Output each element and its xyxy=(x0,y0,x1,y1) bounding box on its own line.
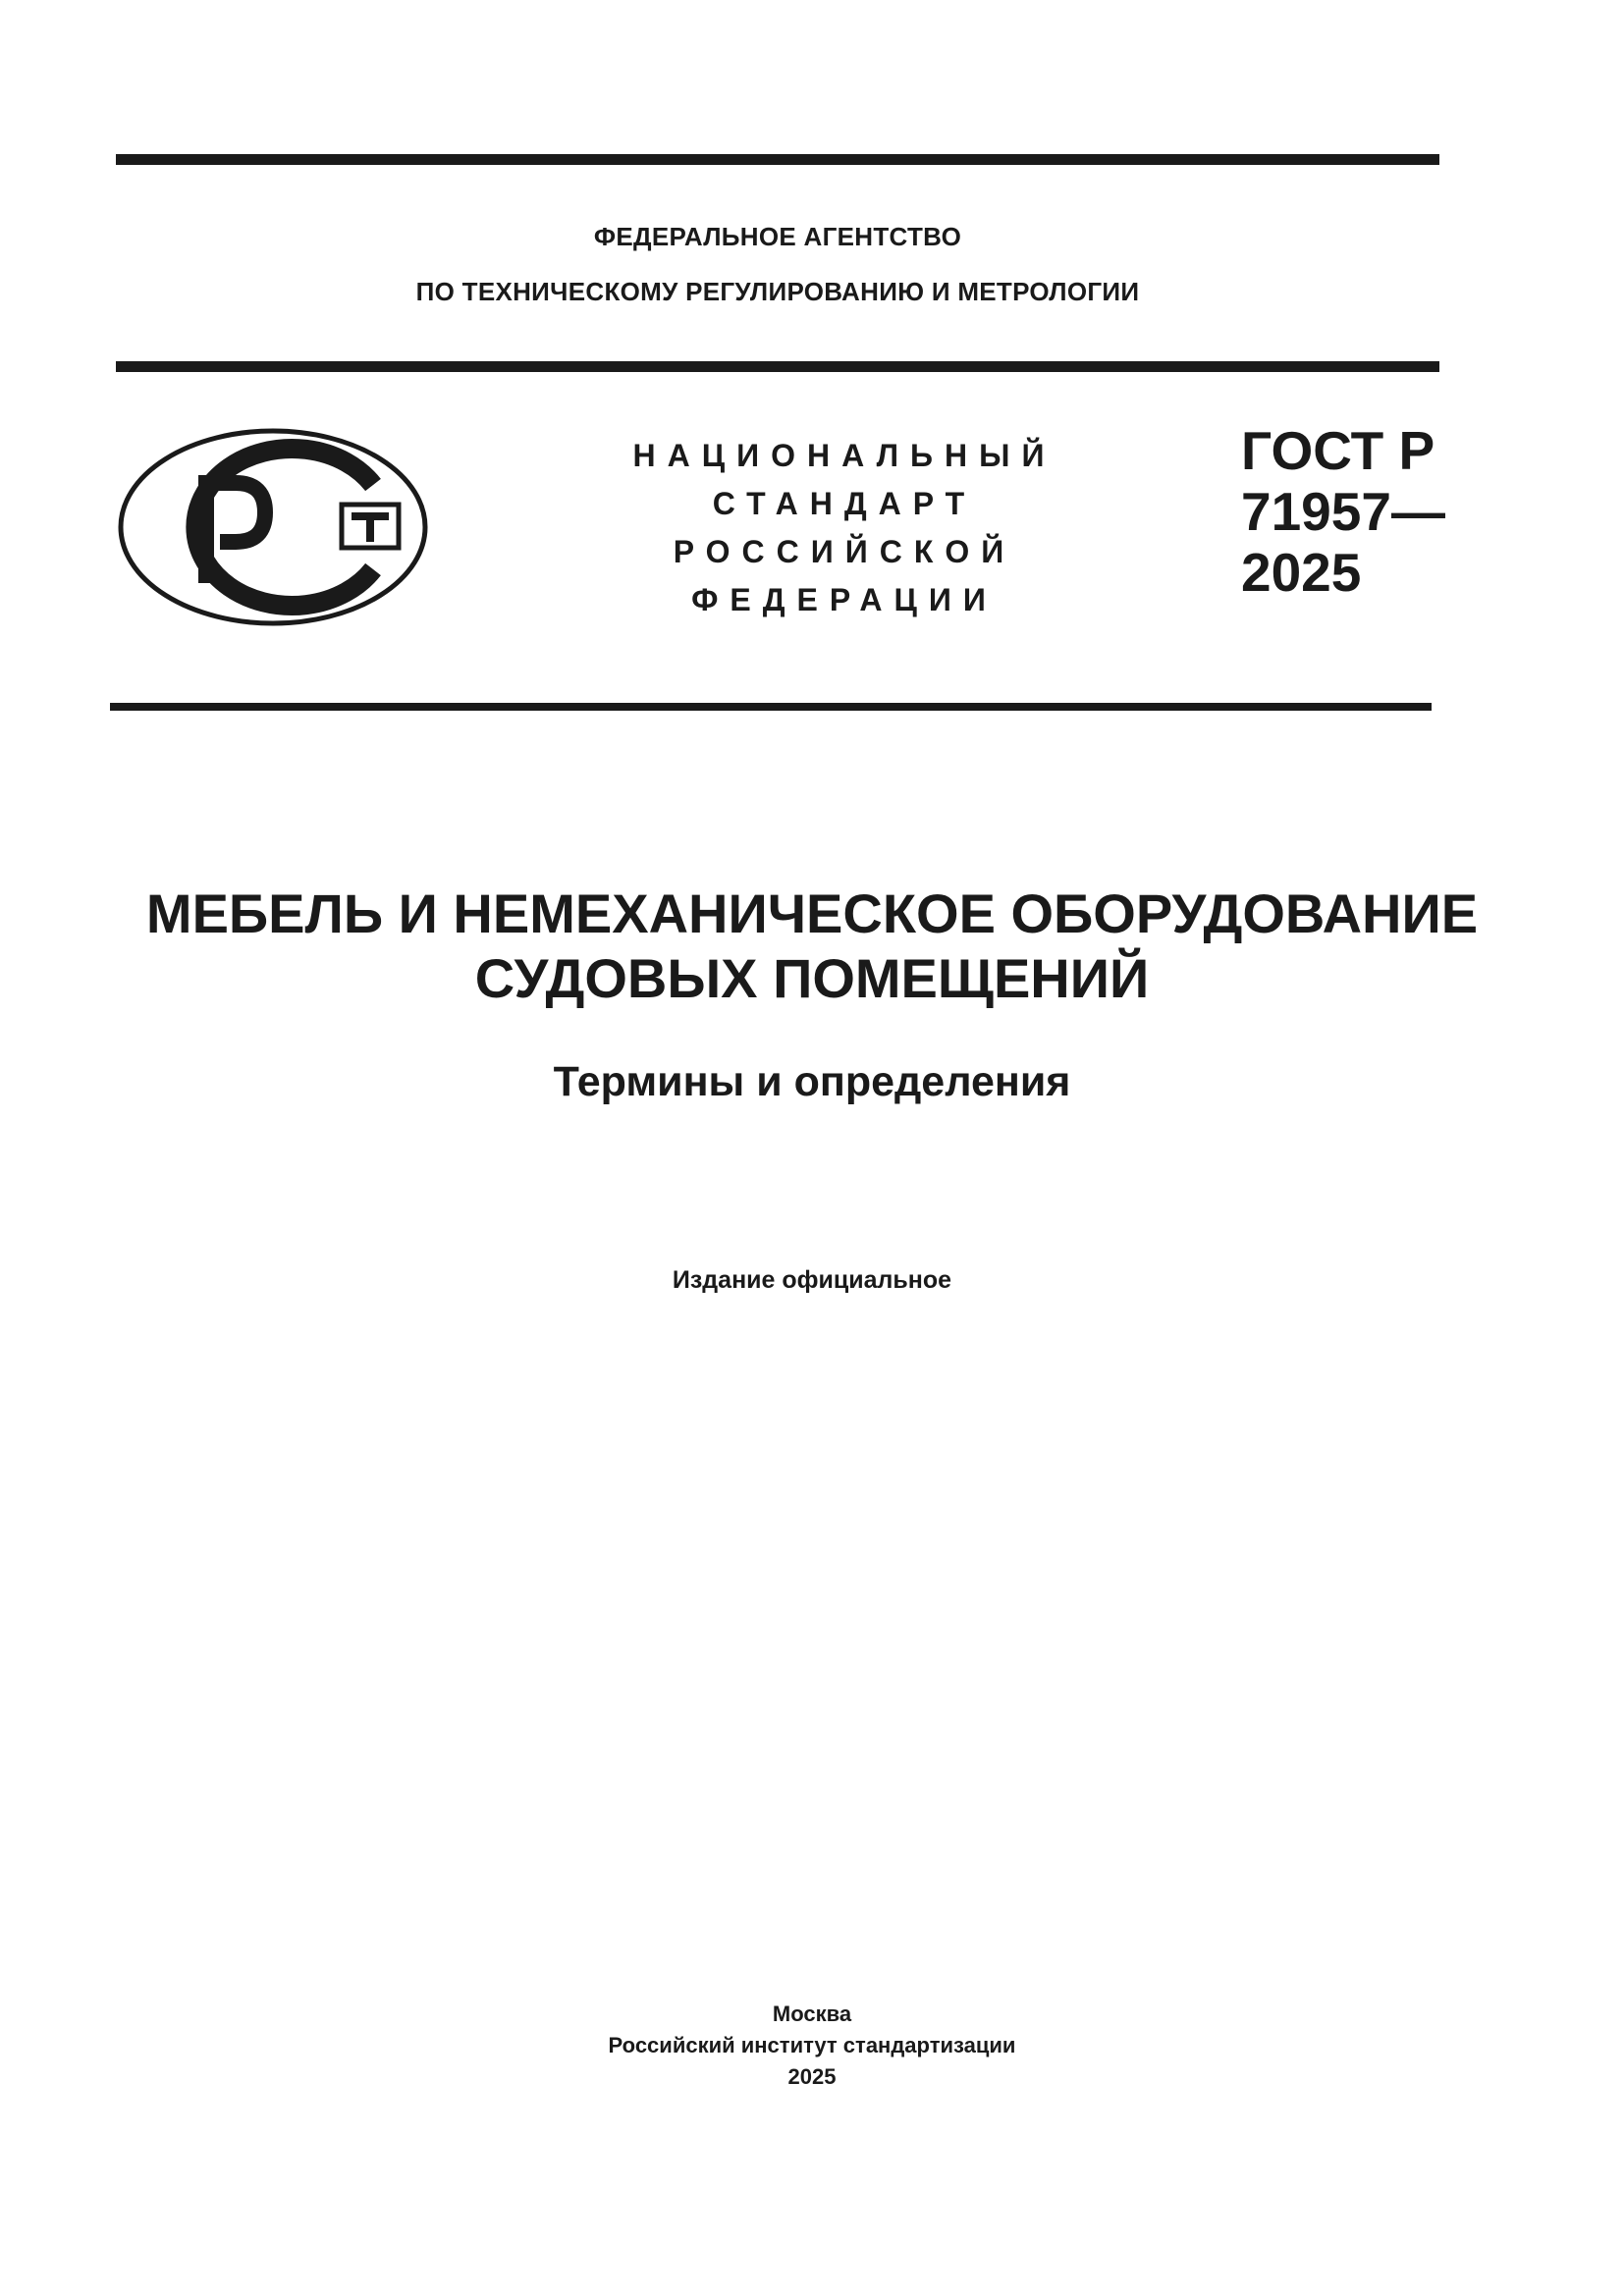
standard-designation xyxy=(1241,420,1445,603)
middle-rule xyxy=(116,361,1439,372)
imprint xyxy=(79,1999,1545,2093)
rst-logo-icon xyxy=(116,426,430,628)
document-title-line-1: МЕБЕЛЬ И НЕМЕХАНИЧЕСКОЕ ОБОРУДОВАНИЕ xyxy=(145,882,1479,944)
national-standard-line-2: СТАНДАРТ xyxy=(712,486,977,521)
document-title-line-2: СУДОВЫХ ПОМЕЩЕНИЙ xyxy=(474,947,1150,1009)
imprint-year: 2025 xyxy=(787,2064,837,2089)
national-standard-line-4: ФЕДЕРАЦИИ xyxy=(691,582,998,617)
national-standard-label xyxy=(589,432,1100,624)
national-standard-line-1: НАЦИОНАЛЬНЫЙ xyxy=(632,438,1056,473)
top-rule xyxy=(116,154,1439,165)
document-title xyxy=(79,881,1545,1011)
document-subtitle: Термины и определения xyxy=(553,1058,1071,1105)
national-standard-line-3: РОССИЙСКОЙ xyxy=(673,534,1016,569)
agency-name-line-2: ПО ТЕХНИЧЕСКОМУ РЕГУЛИРОВАНИЮ И МЕТРОЛОГИИ xyxy=(415,277,1140,306)
designation-line-1: ГОСТ Р xyxy=(1241,420,1435,481)
designation-line-2: 71957— xyxy=(1241,481,1445,542)
imprint-publisher: Российский институт стандартизации xyxy=(608,2033,1016,2057)
agency-name-line-1: ФЕДЕРАЛЬНОЕ АГЕНТСТВО xyxy=(593,222,962,251)
designation-line-3: 2025 xyxy=(1241,542,1362,603)
imprint-city: Москва xyxy=(772,2002,852,2026)
bottom-rule xyxy=(110,703,1432,711)
edition-note: Издание официальное xyxy=(672,1266,952,1294)
